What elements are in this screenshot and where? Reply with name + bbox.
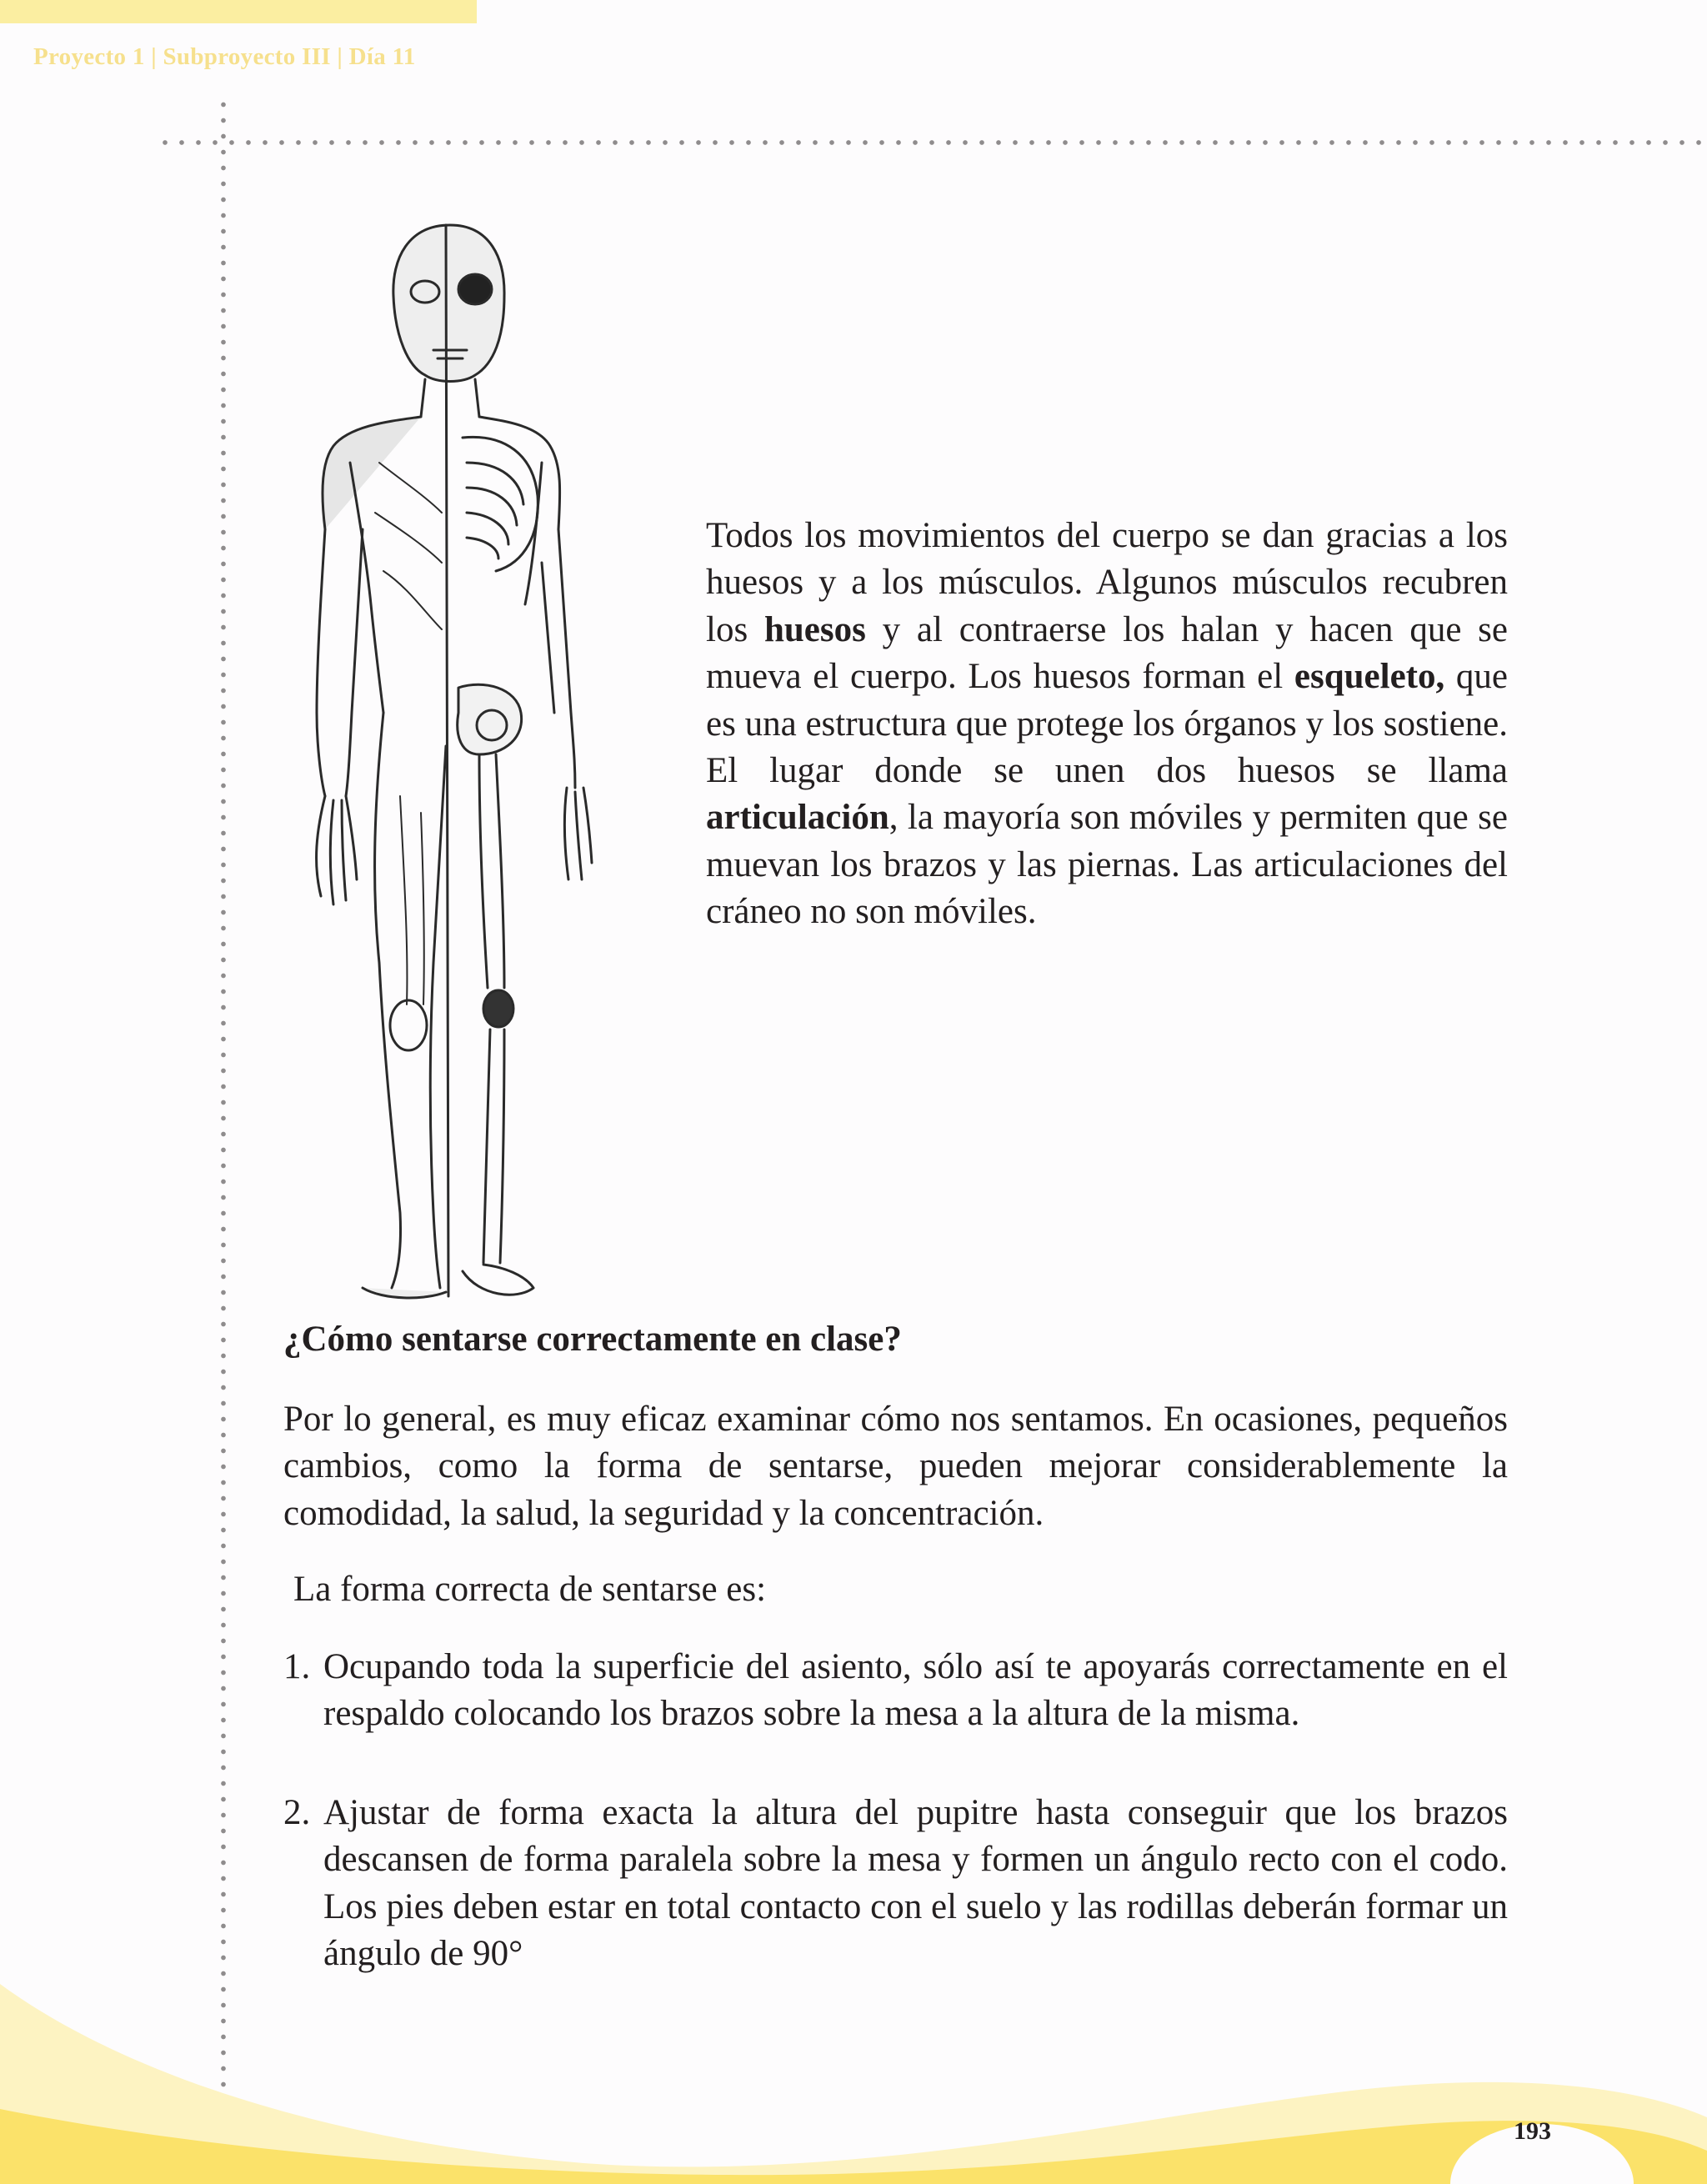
dotted-rule-horizontal xyxy=(157,139,1707,146)
intro-paragraph xyxy=(706,513,1508,936)
list-item-number: 2. xyxy=(283,1793,311,1832)
footer-wave xyxy=(0,1984,1707,2184)
top-accent-bar xyxy=(0,0,477,23)
intro-text-4: , la mayoría son móviles y permiten que se muevan los brazos y las piernas. Las articulaciones del cráneo no son móviles. xyxy=(706,798,1508,932)
list-lead: La forma correcta de sentarse es: xyxy=(293,1570,767,1609)
list-item-text: Ajustar de forma exacta la altura del pupitre hasta conseguir que los brazos descansen de forma paralela sobre la mesa y formen un ángulo recto con el codo. Los pies deben estar en total contacto con el suelo y las rodillas deberán formar un ángulo de 90° xyxy=(323,1793,1508,1974)
section-paragraph: Por lo general, es muy eficaz examinar cómo nos sentamos. En ocasiones, pequeños cambios, como la forma de sentarse, pueden mejorar considerablemente la comodidad, la salud, la seguridad y la concentración. xyxy=(283,1400,1508,1533)
section-heading: ¿Cómo sentarse correctamente en clase? xyxy=(283,1320,902,1359)
list-item-number: 1. xyxy=(283,1647,311,1686)
term-esqueleto: esqueleto, xyxy=(1294,657,1445,697)
intro-text-2: y al contraerse los halan y hacen que se mueva el cuerpo. Los huesos forman el xyxy=(706,609,1509,697)
list-item-text: Ocupando toda la superficie del asiento, sólo así te apoyarás correctamente en el respaldo colocando los brazos sobre la mesa a la altura de la misma. xyxy=(323,1647,1508,1734)
list-item xyxy=(283,1644,1508,1738)
page-number: 193 xyxy=(1514,2117,1551,2145)
running-header: Proyecto 1 | Subproyecto III | Día 11 xyxy=(33,43,416,70)
list-item xyxy=(283,1790,1508,1978)
intro-text-1: Todos los movimientos del cuerpo se dan gracias a los huesos y a los músculos. Algunos músculos recubren los xyxy=(706,516,1508,649)
dotted-rule-vertical xyxy=(220,97,227,2184)
intro-text-3: que es una estructura que protege los órganos y los sostiene. El lugar donde se unen dos huesos se llama xyxy=(706,657,1508,791)
term-huesos: huesos xyxy=(763,609,866,649)
term-articulacion: articulación xyxy=(706,798,889,838)
skeleton-muscle-illustration xyxy=(300,213,600,1305)
